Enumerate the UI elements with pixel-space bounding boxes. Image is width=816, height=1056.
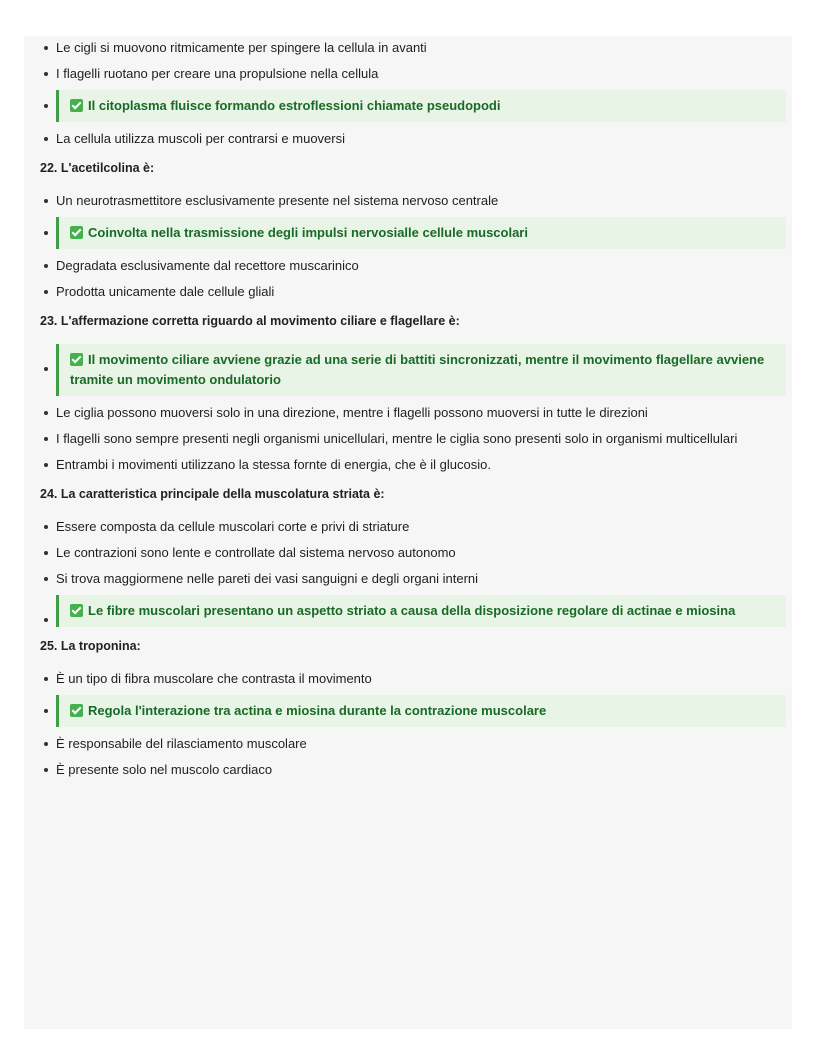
option-text: È un tipo di fibra muscolare che contrasta il movimento [56,671,372,686]
correct-answer-box [56,595,786,627]
check-icon [70,604,83,617]
option-text: La cellula utilizza muscoli per contrarsi e muoversi [56,131,346,146]
option-item [40,191,786,211]
option-item [40,517,786,537]
check-icon [70,704,83,717]
intro-options [40,38,786,149]
question-title: 22. L'acetilcolina è: [40,161,155,175]
quiz-content [40,38,786,786]
option-item [40,129,786,149]
option-text: Essere composta da cellule muscolari corte e privi di striature [56,519,410,534]
correct-option-text: Il movimento ciliare avviene grazie ad una serie di battiti sincronizzati, mentre il movimento flagellare avviene tramite un movimento ondulatorio [70,352,765,387]
option-text: Degradata esclusivamente dal recettore muscarinico [56,258,359,273]
check-icon [70,353,83,366]
check-icon [70,99,83,112]
option-item [40,64,786,84]
correct-option-item [40,595,786,627]
question-title: 24. La caratteristica principale della muscolatura striata è: [40,487,385,501]
option-item [40,256,786,276]
option-item [40,734,786,754]
option-item [40,669,786,689]
question-title: 23. L'affermazione corretta riguardo al movimento ciliare e flagellare è: [40,314,460,328]
option-text: I flagelli sono sempre presenti negli organismi unicellulari, mentre le ciglia sono presenti solo in organismi multicellulari [56,431,738,446]
option-text: Le ciglia possono muoversi solo in una direzione, mentre i flagelli possono muoversi in tutte le direzioni [56,405,648,420]
option-item [40,282,786,302]
option-text: Le cigli si muovono ritmicamente per spingere la cellula in avanti [56,40,427,55]
correct-option-item [40,344,786,396]
correct-option-text: Regola l'interazione tra actina e miosina durante la contrazione muscolare [88,703,547,718]
correct-option-item [40,217,786,249]
correct-answer-box [56,344,786,396]
option-text: I flagelli ruotano per creare una propulsione nella cellula [56,66,379,81]
correct-answer-box [56,90,786,122]
option-item [40,38,786,58]
option-item [40,543,786,563]
option-item [40,760,786,780]
correct-option-text: Il citoplasma fluisce formando estroflessioni chiamate pseudopodi [88,98,501,113]
correct-answer-box [56,217,786,249]
option-item [40,455,786,475]
correct-option-text: Coinvolta nella trasmissione degli impulsi nervosialle cellule muscolari [88,225,528,240]
option-text: Entrambi i movimenti utilizzano la stessa fornte di energia, che è il glucosio. [56,457,491,472]
option-item [40,403,786,423]
question-options [40,191,786,302]
option-text: Un neurotrasmettitore esclusivamente presente nel sistema nervoso centrale [56,193,499,208]
option-item [40,569,786,589]
option-text: Le contrazioni sono lente e controllate dal sistema nervoso autonomo [56,545,456,560]
check-icon [70,226,83,239]
option-text: È responsabile del rilasciamento muscolare [56,736,307,751]
question-options [40,517,786,627]
correct-answer-box [56,695,786,727]
option-text: È presente solo nel muscolo cardiaco [56,762,273,777]
correct-option-item [40,695,786,727]
correct-option-text: Le fibre muscolari presentano un aspetto striato a causa della disposizione regolare di actinae e miosina [88,603,736,618]
correct-option-item [40,90,786,122]
option-text: Prodotta unicamente dale cellule gliali [56,284,275,299]
question-title: 25. La troponina: [40,639,141,653]
option-item [40,429,786,449]
question-options [40,344,786,475]
option-text: Si trova maggiormene nelle pareti dei vasi sanguigni e degli organi interni [56,571,479,586]
question-options [40,669,786,780]
